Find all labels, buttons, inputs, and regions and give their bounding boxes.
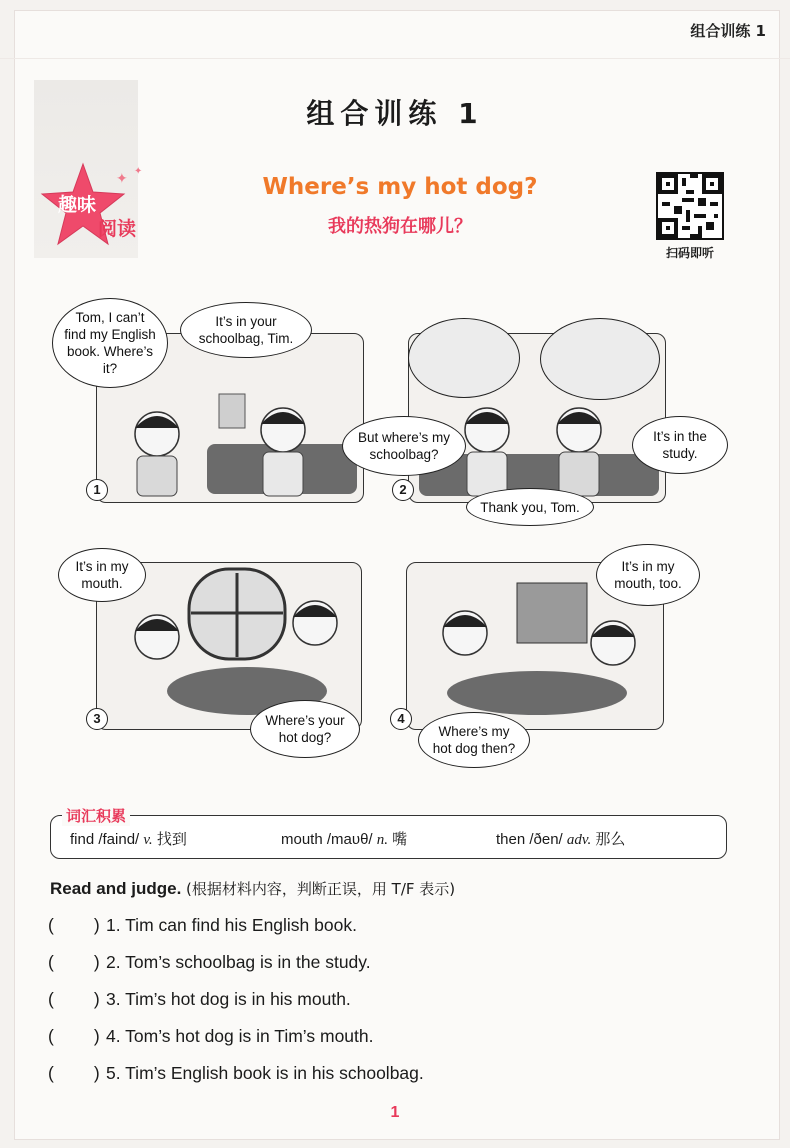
- vocab-meaning: 那么: [595, 831, 626, 848]
- question-text: 5. Tim’s English book is in his schoolbag.: [106, 1063, 424, 1083]
- speech-bubble: [540, 318, 660, 400]
- vocab-item: [70, 828, 187, 849]
- speech-bubble: Where’s my hot dog then?: [418, 712, 530, 768]
- vocab-item: [496, 828, 625, 849]
- vocab-word: mouth /maυθ/: [281, 831, 373, 848]
- question-row: [48, 1063, 424, 1084]
- speech-bubble: Where’s your hot dog?: [250, 700, 360, 758]
- badge-line-2: 阅读: [98, 218, 137, 240]
- vocab-pos: v.: [143, 832, 153, 848]
- answer-blank[interactable]: ( ): [48, 952, 100, 972]
- vocab-item: [281, 828, 407, 849]
- speech-bubble: It’s in your schoolbag, Tim.: [180, 302, 312, 358]
- answer-blank[interactable]: ( ): [48, 1063, 100, 1083]
- panel-number: 4: [390, 708, 412, 730]
- vocabulary-label-text: 词汇积累: [66, 807, 127, 825]
- question-text: 4. Tom’s hot dog is in Tim’s mouth.: [106, 1026, 374, 1046]
- story-title: Where’s my hot dog?: [262, 174, 538, 200]
- vocab-word: find /faind/: [70, 831, 140, 848]
- speech-bubble: It’s in the study.: [632, 416, 728, 474]
- speech-bubble: It’s in my mouth.: [58, 548, 146, 602]
- fun-reading-badge: [40, 162, 150, 248]
- vocab-pos: adv.: [566, 832, 592, 848]
- qr-label: 扫码即听: [665, 246, 714, 260]
- vocab-meaning: 找到: [156, 831, 187, 848]
- speech-bubble: It’s in my mouth, too.: [596, 544, 700, 606]
- badge-line-1: 趣味: [58, 194, 97, 216]
- speech-bubble: But where’s my schoolbag?: [342, 416, 466, 476]
- question-row: [48, 1026, 374, 1047]
- speech-bubble: Thank you, Tom.: [466, 488, 594, 526]
- question-row: [48, 989, 351, 1010]
- answer-blank[interactable]: ( ): [48, 1026, 100, 1046]
- panel-number: 3: [86, 708, 108, 730]
- exercise-title: Read and judge.: [50, 879, 182, 898]
- exercise-instruction: (根据材料内容，判断正误，用 T/F 表示): [186, 880, 456, 898]
- speech-bubble: [408, 318, 520, 398]
- header-divider: [0, 58, 790, 59]
- question-text: 1. Tim can find his English book.: [106, 915, 357, 935]
- vocab-meaning: 嘴: [392, 831, 408, 848]
- vocab-word: then /ðen/: [496, 831, 563, 848]
- speech-bubble: Tom, I can’t find my English book. Where’s it?: [52, 298, 168, 388]
- exercise-heading: [50, 878, 455, 899]
- answer-blank[interactable]: ( ): [48, 989, 100, 1009]
- page-title: 组合训练 1: [306, 97, 484, 130]
- question-row: [48, 952, 371, 973]
- running-header: 组合训练 1: [690, 22, 766, 40]
- story-subtitle: 我的热狗在哪儿？: [328, 216, 472, 237]
- question-text: 3. Tim’s hot dog is in his mouth.: [106, 989, 351, 1009]
- answer-blank[interactable]: ( ): [48, 915, 100, 935]
- vocabulary-label: [62, 805, 130, 826]
- page-number: 1: [390, 1104, 400, 1121]
- qr-code[interactable]: [656, 172, 724, 240]
- vocab-pos: n.: [376, 832, 388, 848]
- question-row: [48, 915, 357, 936]
- panel-number: 1: [86, 479, 108, 501]
- question-text: 2. Tom’s schoolbag is in the study.: [106, 952, 371, 972]
- sparkle-icon: ✦: [134, 166, 143, 177]
- qr-code-icon: [658, 174, 722, 238]
- panel-number: 2: [392, 479, 414, 501]
- sparkle-icon: ✦: [116, 170, 128, 186]
